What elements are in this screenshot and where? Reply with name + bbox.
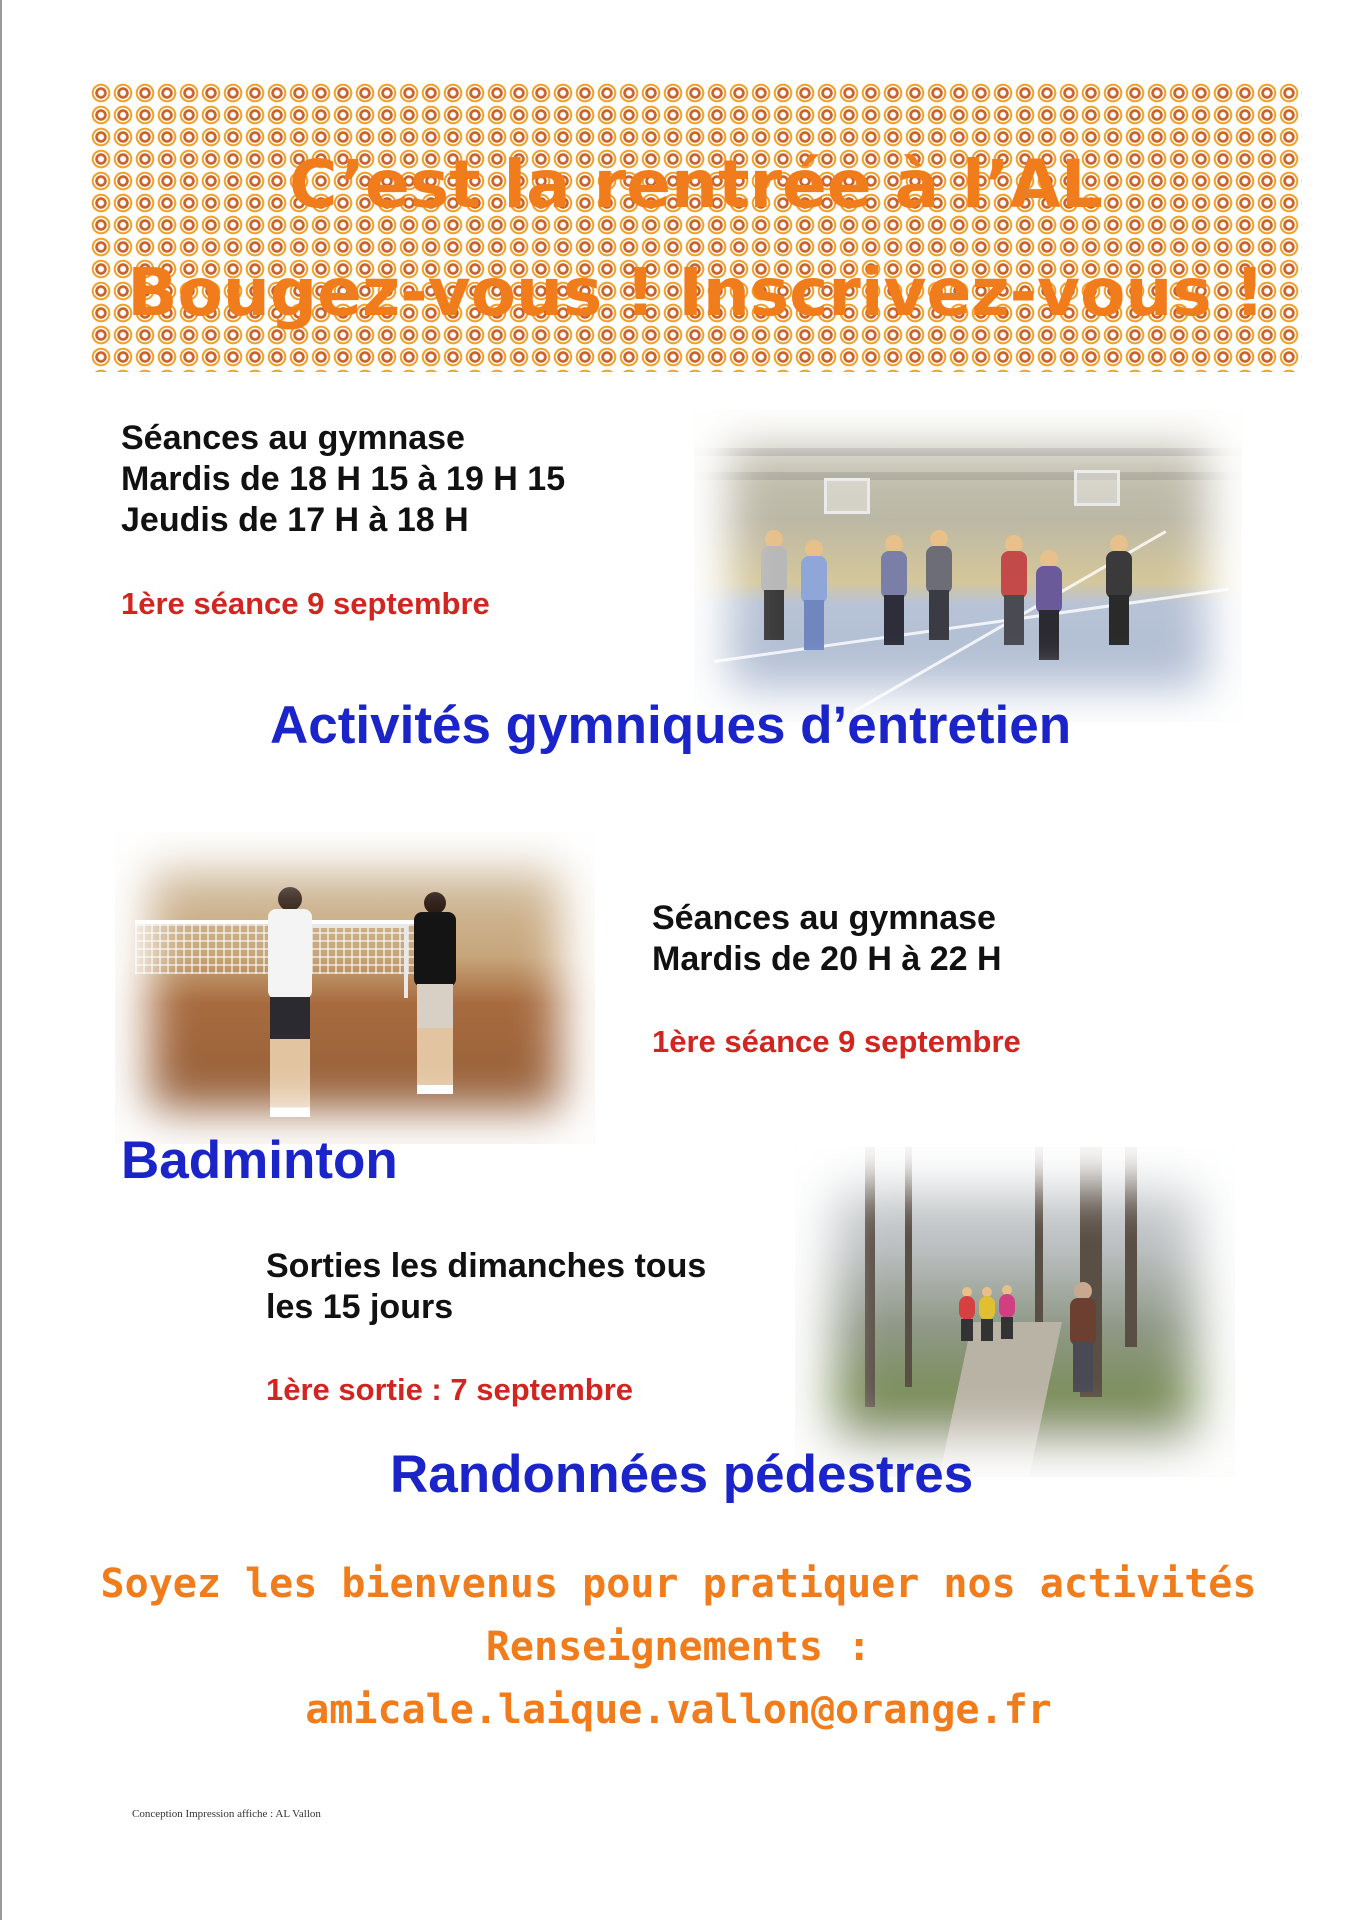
photo-vignette [795, 1147, 1235, 1477]
badminton-title: Badminton [121, 1131, 398, 1190]
gym-schedule [121, 418, 565, 541]
hiking-line-1: Sorties les dimanches tous [266, 1247, 707, 1285]
photo-vignette [115, 832, 595, 1144]
hiking-first-outing: 1ère sortie : 7 septembre [266, 1372, 634, 1407]
hiking-photo [795, 1147, 1235, 1477]
welcome-text: Soyez les bienvenus pour pratiquer nos activités [100, 1561, 1257, 1607]
gym-line-3: Jeudis de 17 H à 18 H [121, 501, 469, 539]
info-label: Renseignements : [485, 1624, 872, 1670]
title-banner [90, 82, 1302, 372]
photo-vignette [694, 410, 1242, 722]
badminton-line-2: Mardis de 20 H à 22 H [652, 940, 1002, 978]
print-credit: Conception Impression affiche : AL Vallon [132, 1808, 321, 1820]
gym-line-2: Mardis de 18 H 15 à 19 H 15 [121, 460, 566, 498]
hiking-schedule [266, 1246, 706, 1328]
gym-photo [694, 410, 1242, 722]
banner-title: C’est la rentrée à l’AL [289, 146, 1103, 223]
contact-email[interactable]: amicale.laique.vallon@orange.fr [305, 1687, 1052, 1733]
badminton-schedule [652, 898, 1002, 980]
banner-subtitle: Bougez-vous ! Inscrivez-vous ! [127, 254, 1265, 331]
hiking-line-2: les 15 jours [266, 1288, 454, 1326]
badminton-line-1: Séances au gymnase [652, 899, 996, 937]
badminton-photo [115, 832, 595, 1144]
badminton-first-session: 1ère séance 9 septembre [652, 1024, 1021, 1059]
hiking-title: Randonnées pédestres [390, 1445, 974, 1504]
gym-first-session: 1ère séance 9 septembre [121, 586, 490, 621]
gym-line-1: Séances au gymnase [121, 419, 465, 457]
gym-title: Activités gymniques d’entretien [270, 696, 1072, 755]
